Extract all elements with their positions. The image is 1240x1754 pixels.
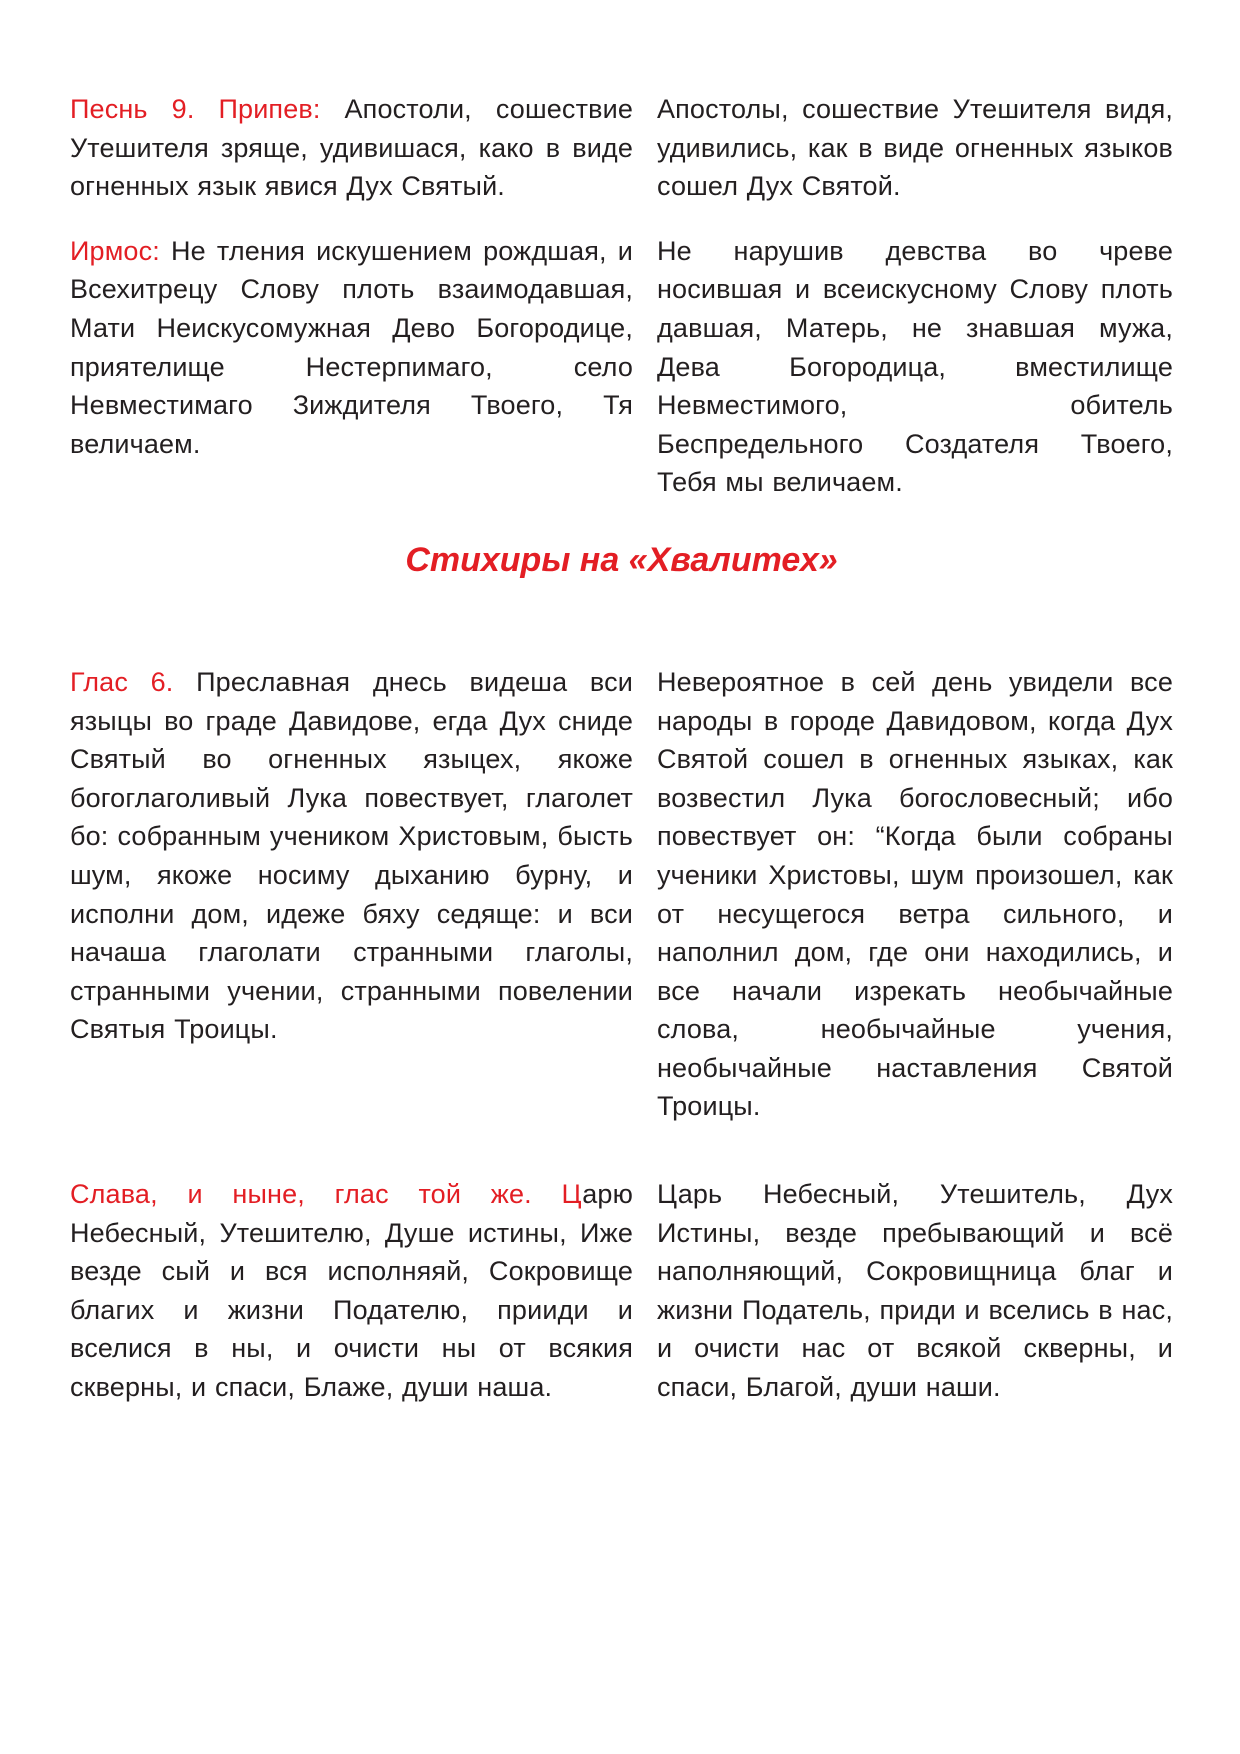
glas6-slavonic-text: Преславная днесь видеша вси языцы во граде Давидове, егда Дух сниде Святый во огненных языцех, якоже богоглаголивый Лука повествует, глаголет бо: собранным учеником Христовым, бысть шум, якоже носиму дыханию бурну, и исполни дом, идеже бяху седяще: и вси начаша глаголати странными глаголы, странными учении, странными повелении Святыя Троицы. [70,666,633,1045]
pesn9-rubric: Песнь 9. Припев: [70,94,321,124]
irmos-block [70,232,1173,502]
pesn9-slavonic-text: Апостоли, сошествие Утешителя зряще, удивишася, како в виде огненных язык явися Дух Святый. [70,94,633,202]
section-heading: Стихиры на «Хвалитех» [405,540,838,579]
irmos-rubric: Ирмос: [70,235,160,266]
slava-russian: Царь Небесный, Утешитель, Дух Истины, везде пребывающий и всё наполняющий, Сокровищница благ и жизни Податель, приди и вселись в нас, и очисти нас от всякой скверны, и спаси, Благой, души наши. [657,1179,1173,1403]
pesn9-church-slavonic [70,90,633,206]
slava-rubric: Слава, и ныне, глас той же. Ц [70,1179,583,1210]
glas6-russian: Невероятное в сей день увидели все народы в городе Давидовом, когда Дух Святой сошел в огненных языках, как возвестил Лука богословесный; ибо повествует он: “Когда были собраны ученики Христовы, шум произошел, как от несущегося ветра сильного, и наполнил дом, где они находились, и все начали изрекать необычайные слова, необычайные учения, необычайные наставления Святой Троицы. [657,666,1173,1122]
glas6-block [70,663,1173,1126]
pesn9-russian: Апостолы, сошествие Утешителя видя, удивились, как в виде огненных языков сошел Дух Святой. [657,94,1173,202]
irmos-church-slavonic [70,232,633,464]
slava-church-slavonic [70,1175,633,1407]
glas6-rubric: Глас 6. [70,666,174,697]
slava-block [70,1175,1173,1407]
irmos-slavonic-text: Не тления искушением рождшая, и Всехитрецу Слову плоть взаимодавшая, Мати Неискусомужная Дево Богородице, приятелище Нестерпимаго, село Невместимаго Зиждителя Твоего, Тя величаем. [70,235,633,459]
slava-slavonic-text: арю Небесный, Утешителю, Душе истины, Иже везде сый и вся исполняяй, Сокровище благих и жизни Подателю, прииди и вселися в ны, и очисти ны от всякия скверны, и спаси, Блаже, души наша. [70,1179,633,1403]
page-content [70,90,1173,1407]
pesn9-block [70,90,1173,206]
glas6-church-slavonic [70,663,633,1049]
irmos-russian: Не нарушив девства во чреве носившая и всеискусному Слову плоть давшая, Матерь, не знавшая мужа, Дева Богородица, вместилище Невместимого, обитель Беспредельного Создателя Твоего, Тебя мы величаем. [657,235,1173,498]
